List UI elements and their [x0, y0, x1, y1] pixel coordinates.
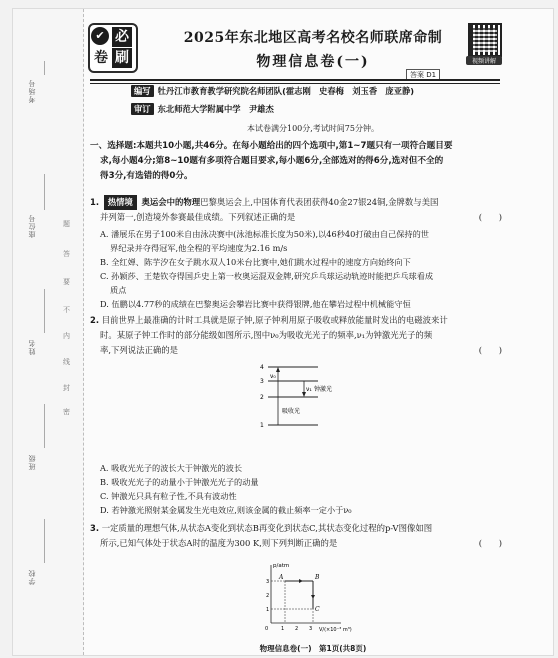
option-b: B. 全红婵、陈芋汐在女子跳水双人10米台比赛中,她们跳水过程中的速度方向始终向下 [100, 257, 411, 267]
binding-line [44, 61, 45, 75]
question-number: 2. [90, 315, 100, 325]
brand-logo [88, 23, 138, 73]
y-tick: 3 [266, 579, 270, 585]
question-text: 一定质量的理想气体,从状态A变化到状态B再变化到状态C,其状态变化过程的p-V图像如图 [101, 523, 433, 533]
y-axis-label: p/atm [273, 563, 290, 569]
exam-title: 物理信息卷(一) [256, 54, 370, 70]
binding-label-exam-room: 考场号 [28, 79, 36, 103]
absorb-light-label: 吸收光 [282, 408, 301, 415]
section-line: 一、选择题:本题共10小题,共46分。在每小题给出的四个选项中,第1~7题只有一项符合题目要 [90, 141, 453, 151]
review-tag: 审订 [131, 103, 154, 115]
option-c-cont: 质点 [110, 285, 127, 295]
binding-label-school: 学校 [28, 569, 36, 585]
binding-label-name: 姓名 [28, 339, 36, 355]
option-a: A. 潘展乐在男子100米自由泳决赛中(泳池标准长度为50米),以46秒40打破由自己保持的世 [100, 229, 429, 239]
level-label: 2 [260, 394, 264, 401]
option-d: D. 伍鹏以4.77秒的成绩在巴黎奥运会攀岩比赛中获得银牌,他在攀岩过程中机械能守恒 [100, 299, 411, 309]
binding-line [44, 404, 45, 448]
binding-label-class: 班级 [28, 454, 36, 470]
x-tick: 0 [265, 626, 269, 632]
reviewer-credit [131, 103, 274, 115]
option-c: C. 钟激光只具有粒子性,不具有波动性 [100, 491, 237, 501]
answer-bracket: ( ) [478, 345, 502, 355]
option-d: D. 若钟激光照射某金属发生光电效应,则该金属的截止频率一定小于ν₀ [100, 505, 352, 515]
section-line: 求,每小题4分;第8~10题有多项符合题目要求,每小题6分,全部选对的得6分,选对但不全的 [100, 156, 444, 166]
hot-context-badge: 热情境 [104, 195, 137, 210]
question-3 [90, 521, 510, 551]
q2-options [100, 461, 510, 517]
logo-char: 卷 [91, 48, 111, 68]
level-label: 4 [260, 364, 264, 371]
y-tick: 1 [266, 607, 270, 613]
logo-char: 必 [112, 27, 132, 47]
x-tick: 2 [295, 626, 299, 632]
qr-caption: 视频讲解 [466, 56, 502, 65]
x-tick: 1 [281, 626, 285, 632]
question-number: 3. [90, 523, 100, 533]
editor-credit [131, 85, 414, 97]
question-number: 1. [90, 197, 100, 207]
edit-tag: 编写 [131, 85, 154, 97]
section-line: 得3分,有选错的得0分。 [100, 171, 193, 181]
seal-char: 要 [63, 278, 70, 286]
nu1-label: ν₁ [306, 386, 312, 393]
qr-code-icon[interactable] [468, 23, 502, 57]
editor-names: 牡丹江市教育教学研究院名师团队(霍志刚 史春梅 刘玉香 庞亚静) [157, 86, 415, 96]
exam-meta: 本试卷满分100分,考试时间75分钟。 [247, 124, 379, 133]
x-axis-label: V/(×10⁻³ m³) [319, 627, 352, 633]
seal-char: 线 [63, 358, 70, 366]
page-footer: 物理信息卷(一) 第1页(共8页) [259, 644, 367, 653]
question-1 [90, 195, 510, 225]
answer-bracket: ( ) [478, 538, 502, 548]
x-tick: 3 [309, 626, 313, 632]
arrow-head-icon [276, 367, 280, 372]
question-2 [90, 313, 510, 358]
answer-code: 答案 D1 [406, 69, 440, 81]
binding-line [44, 289, 45, 333]
binding-line [44, 174, 45, 210]
question-text: 巴黎奥运会上,中国体育代表团获得40金27银24铜,金牌数与美国 [200, 197, 439, 207]
seal-char: 内 [63, 332, 70, 340]
q1-options [100, 227, 510, 311]
reviewer-names: 东北师范大学附属中学 尹雄杰 [157, 104, 274, 114]
pv-graph [255, 559, 365, 633]
section-one-instructions [90, 139, 510, 184]
question-topic: 奥运会中的物理 [141, 197, 201, 207]
header-divider [90, 79, 500, 84]
clock-laser-label: 钟激光 [314, 386, 333, 393]
level-label: 3 [260, 378, 264, 385]
arrow-head-icon [299, 579, 303, 583]
question-text: 时。某原子钟工作时的部分能级如图所示,图中ν₀为吸收光光子的频率,ν₁为钟激光光子的频 [100, 330, 433, 340]
seal-char: 密 [63, 408, 70, 416]
question-text: 目前世界上最准确的计时工具就是原子钟,原子钟利用原子吸收或释放能量时发出的电磁波来计 [101, 315, 448, 325]
option-a: A. 吸收光光子的波长大于钟激光的波长 [100, 463, 243, 473]
question-text: 并列第一,创造境外参赛最佳成绩。下列叙述正确的是 [100, 212, 296, 222]
exam-sheet [12, 8, 554, 656]
point-label: B [315, 574, 320, 581]
check-icon: ✔ [91, 27, 109, 45]
answer-bracket: ( ) [478, 212, 502, 222]
question-text: 所示,已知气体处于状态A时的温度为300 K,则下列判断正确的是 [100, 538, 338, 548]
nu0-label: ν₀ [270, 373, 276, 380]
seal-char: 题 [63, 220, 70, 228]
arrow-head-icon [311, 595, 315, 599]
point-label: C [315, 606, 320, 613]
option-a-cont: 界纪录并夺得冠军,他全程的平均速度为2.16 m/s [110, 243, 288, 253]
energy-level-diagram [248, 361, 368, 433]
seal-char: 封 [63, 384, 70, 392]
binding-line [44, 519, 45, 563]
binding-strip [13, 9, 84, 655]
question-text: 率,下列说法正确的是 [100, 345, 179, 355]
exam-series-title: 2025年东北地区高考名校名师联席命制 [183, 30, 443, 46]
seal-char: 不 [63, 306, 70, 314]
option-b: B. 吸收光光子的动量小于钟激光光子的动量 [100, 477, 259, 487]
seal-char: 答 [63, 250, 70, 258]
logo-char: 刷 [112, 48, 132, 68]
point-label: A [279, 574, 284, 581]
option-c: C. 孙颖莎、王楚钦夺得国乒史上第一枚奥运混双金牌,研究乒乓球运动轨迹时能把乒乓球看成 [100, 271, 434, 281]
y-tick: 2 [266, 593, 270, 599]
binding-label-seat: 座位号 [28, 214, 36, 238]
level-label: 1 [260, 422, 264, 429]
